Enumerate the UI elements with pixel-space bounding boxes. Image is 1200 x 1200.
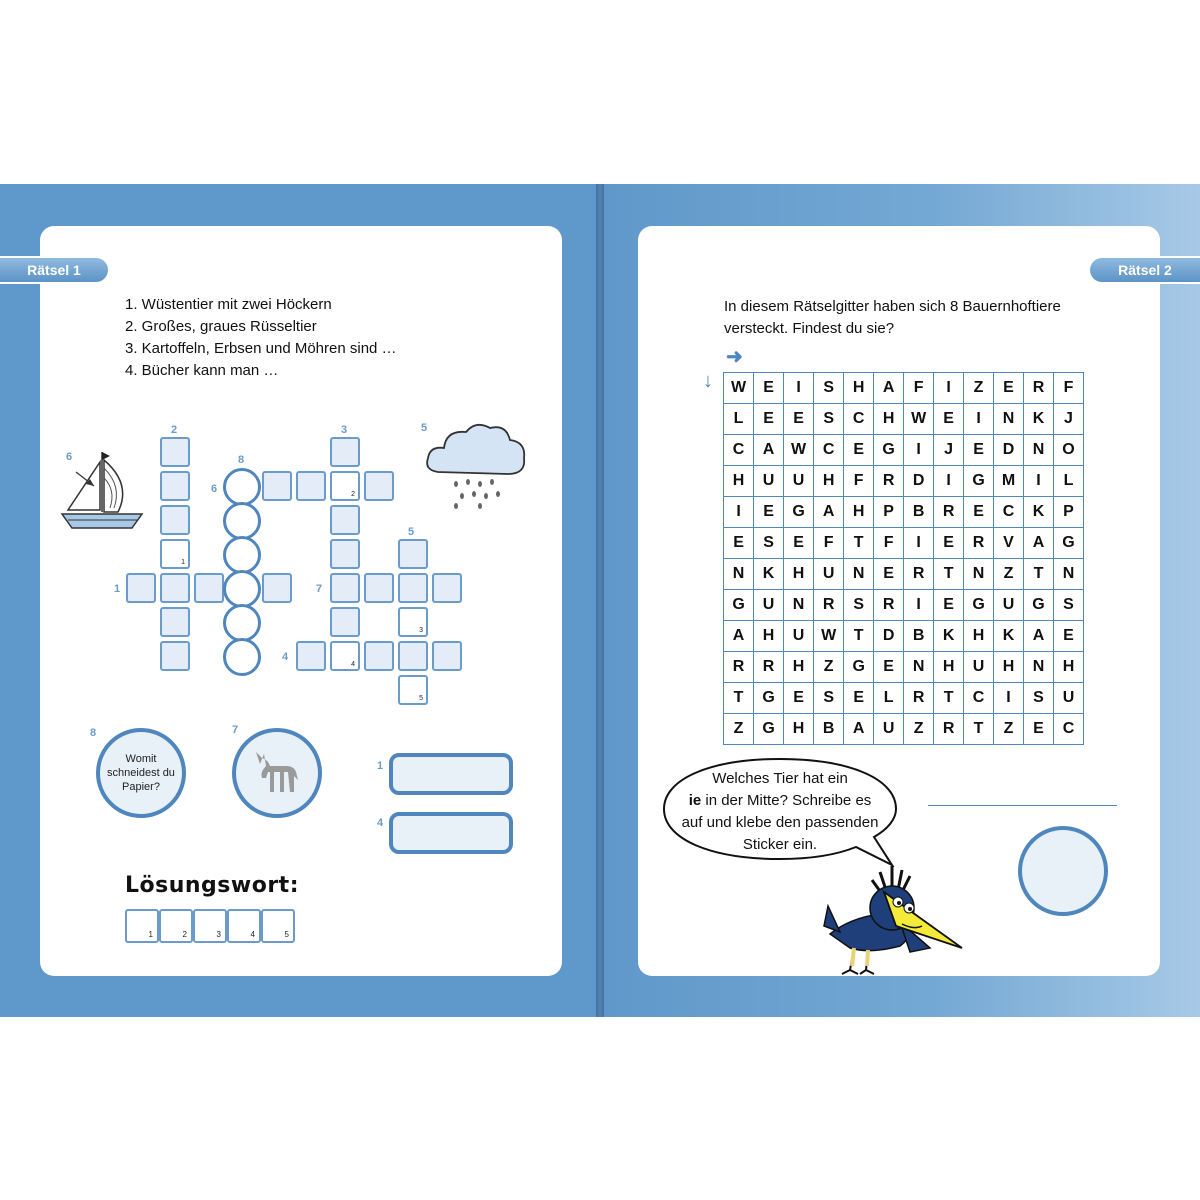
grid-row [724,528,1084,559]
crossword-cell[interactable] [432,573,462,603]
grid-letter[interactable]: H [1053,652,1083,683]
crossword-cell[interactable] [160,505,190,535]
grid-letter[interactable]: T [964,714,994,745]
crossword-cell[interactable] [364,641,394,671]
answer-box-1[interactable] [389,753,513,795]
grid-row [724,621,1084,652]
crossword-cell[interactable] [160,573,190,603]
solution-index: 5 [419,695,423,702]
grid-letter[interactable]: H [784,652,814,683]
grid-letter[interactable]: H [874,404,904,435]
puzzle-2-intro: In diesem Rätselgitter haben sich 8 Bauernhoftiere versteckt. Findest du sie? [724,298,1061,337]
sticker-circle[interactable] [1018,826,1108,916]
solution-slot[interactable] [159,909,193,943]
crossword-cell[interactable] [398,573,428,603]
grid-letter[interactable]: E [754,404,784,435]
grid-letter[interactable]: E [754,497,784,528]
circle-cell[interactable] [223,468,261,506]
grid-letter[interactable]: U [754,590,784,621]
grid-letter[interactable]: I [724,497,754,528]
grid-row [724,683,1084,714]
grid-letter[interactable]: G [874,435,904,466]
grid-row [724,590,1084,621]
crossword-number-8: 8 [238,454,245,466]
grid-letter[interactable]: E [874,652,904,683]
answer-4-number: 4 [377,817,384,829]
solution-word-title: Lösungswort: [125,873,299,898]
crossword-cell[interactable] [330,539,360,569]
crossword-cell[interactable] [160,539,190,569]
grid-letter[interactable]: A [844,714,874,745]
grid-letter[interactable]: I [934,373,964,404]
grid-letter[interactable]: I [1024,466,1054,497]
grid-letter[interactable]: S [844,590,874,621]
crossword-number-7: 7 [316,583,323,595]
grid-letter[interactable]: K [994,621,1024,652]
solution-index: 4 [351,661,355,668]
grid-letter[interactable]: U [964,652,994,683]
grid-letter[interactable]: S [1024,683,1054,714]
grid-letter[interactable]: G [754,683,784,714]
grid-letter[interactable]: S [814,683,844,714]
grid-letter[interactable]: S [814,404,844,435]
crow-illustration [810,862,970,982]
crossword-number-5: 5 [408,526,415,538]
left-content-card [40,226,562,976]
grid-letter[interactable]: M [994,466,1024,497]
crossword-cell[interactable] [160,471,190,501]
grid-letter[interactable]: T [724,683,754,714]
grid-letter[interactable]: E [964,497,994,528]
grid-letter[interactable]: E [1024,714,1054,745]
grid-letter[interactable]: G [964,590,994,621]
speech-line-2 [670,790,890,812]
crossword-cell[interactable] [330,505,360,535]
grid-letter[interactable]: N [724,559,754,590]
answer-write-line[interactable] [928,805,1117,806]
grid-letter[interactable]: T [1024,559,1054,590]
crossword-cell[interactable] [330,471,360,501]
grid-letter[interactable]: Z [814,652,844,683]
grid-letter[interactable]: E [964,435,994,466]
solution-slot[interactable] [261,909,295,943]
grid-letter[interactable]: I [904,435,934,466]
grid-letter[interactable]: I [994,683,1024,714]
crossword-number-4: 4 [282,651,289,663]
grid-letter[interactable]: N [784,590,814,621]
clue-3: 3. Kartoffeln, Erbsen und Möhren sind … [125,340,397,357]
grid-letter[interactable]: S [814,373,844,404]
arrow-right-icon: ➜ [726,346,743,368]
crossword-cell[interactable] [398,675,428,705]
grid-letter[interactable]: E [934,528,964,559]
grid-letter[interactable]: S [1053,590,1083,621]
grid-letter[interactable]: A [724,621,754,652]
grid-letter[interactable]: I [784,373,814,404]
grid-letter[interactable]: H [724,466,754,497]
grid-letter[interactable]: E [724,528,754,559]
crossword-cell[interactable] [160,641,190,671]
grid-letter[interactable]: C [1053,714,1083,745]
crossword-number-6: 6 [66,451,73,463]
crossword-cell[interactable] [330,641,360,671]
grid-letter[interactable]: R [934,714,964,745]
grid-letter[interactable]: R [904,683,934,714]
grid-letter[interactable]: H [784,714,814,745]
grid-letter[interactable]: J [934,435,964,466]
crossword-cell[interactable] [296,641,326,671]
circle-cell[interactable] [223,604,261,642]
rain-cloud-icon [422,418,532,510]
speech-line-4: Sticker ein. [742,836,818,853]
question-7-number: 7 [232,724,239,736]
grid-letter[interactable]: A [874,373,904,404]
grid-letter[interactable]: E [1053,621,1083,652]
solution-slot-number: 3 [216,930,221,939]
grid-letter[interactable]: K [934,621,964,652]
grid-letter[interactable]: G [754,714,784,745]
solution-slot-number: 2 [182,930,187,939]
grid-letter[interactable]: Z [964,373,994,404]
grid-letter[interactable]: R [1024,373,1054,404]
crossword-cell[interactable] [194,573,224,603]
grid-letter[interactable]: T [844,621,874,652]
solution-index: 3 [419,627,423,634]
crossword-cell[interactable] [160,437,190,467]
speech-line-3: auf und klebe den passenden [681,814,879,831]
grid-letter[interactable]: E [934,590,964,621]
speech-line-2-rest: in der Mitte? Schreibe es [701,792,872,809]
grid-row [724,404,1084,435]
grid-letter[interactable]: R [904,559,934,590]
grid-letter[interactable]: N [964,559,994,590]
arrow-down-icon: ↓ [703,370,713,392]
grid-letter[interactable]: O [1053,435,1083,466]
grid-letter[interactable]: J [1053,404,1083,435]
question-8-text: Womit schneidest du Papier? [107,753,175,793]
grid-letter[interactable]: N [844,559,874,590]
grid-letter[interactable]: H [994,652,1024,683]
grid-letter[interactable]: H [754,621,784,652]
grid-letter[interactable]: W [784,435,814,466]
grid-letter[interactable]: N [1024,435,1054,466]
grid-row [724,559,1084,590]
grid-letter[interactable]: T [934,559,964,590]
grid-letter[interactable]: U [994,590,1024,621]
solution-slot-number: 1 [148,930,153,939]
grid-letter[interactable]: G [844,652,874,683]
grid-letter[interactable]: U [754,466,784,497]
crossword-cell[interactable] [330,607,360,637]
grid-letter[interactable]: E [844,683,874,714]
puzzle-2-tab: Rätsel 2 [1090,258,1200,282]
crossword-cell[interactable] [364,573,394,603]
solution-slot[interactable] [193,909,227,943]
grid-letter[interactable]: Z [724,714,754,745]
crossword-cell[interactable] [330,573,360,603]
grid-row [724,714,1084,745]
grid-letter[interactable]: I [964,404,994,435]
grid-letter[interactable]: E [994,373,1024,404]
crossword-cell[interactable] [160,607,190,637]
crossword-number-2: 2 [171,424,178,436]
grid-letter[interactable]: F [874,528,904,559]
grid-letter[interactable]: B [904,621,934,652]
speech-bubble-text [670,768,890,856]
solution-index: 1 [181,559,185,566]
grid-letter[interactable]: H [934,652,964,683]
answer-1-number: 1 [377,760,384,772]
grid-letter[interactable]: C [844,404,874,435]
grid-letter[interactable]: F [844,466,874,497]
grid-letter[interactable]: Z [994,714,1024,745]
grid-row [724,373,1084,404]
solution-slot[interactable] [125,909,159,943]
grid-letter[interactable]: I [934,466,964,497]
grid-letter[interactable]: G [724,590,754,621]
grid-letter[interactable]: B [814,714,844,745]
sailboat-icon [54,448,146,538]
crossword-number-6: 6 [211,483,218,495]
grid-letter[interactable]: D [904,466,934,497]
grid-letter[interactable]: A [754,435,784,466]
grid-letter[interactable]: G [964,466,994,497]
circle-cell[interactable] [223,536,261,574]
grid-letter[interactable]: R [874,466,904,497]
grid-letter[interactable]: S [754,528,784,559]
circle-cell[interactable] [223,638,261,676]
grid-letter[interactable]: H [964,621,994,652]
crossword-number-3: 3 [341,424,348,436]
grid-letter[interactable]: U [814,559,844,590]
puzzle-1-tab: Rätsel 1 [0,258,108,282]
grid-letter[interactable]: P [1053,497,1083,528]
grid-letter[interactable]: I [904,528,934,559]
clue-4: 4. Bücher kann man … [125,362,279,379]
grid-letter[interactable]: E [844,435,874,466]
grid-letter[interactable]: K [1024,497,1054,528]
solution-slot-number: 4 [250,930,255,939]
crossword-cell[interactable] [262,573,292,603]
grid-letter[interactable]: C [994,497,1024,528]
grid-letter[interactable]: E [934,404,964,435]
grid-letter[interactable]: W [724,373,754,404]
solution-slot[interactable] [227,909,261,943]
grid-letter[interactable]: F [814,528,844,559]
grid-letter[interactable]: H [814,466,844,497]
grid-letter[interactable]: K [1024,404,1054,435]
grid-row [724,435,1084,466]
crossword-number-5: 5 [421,422,428,434]
grid-letter[interactable]: R [964,528,994,559]
grid-letter[interactable]: U [1053,683,1083,714]
grid-letter[interactable]: Z [904,714,934,745]
donkey-icon [250,746,304,800]
grid-letter[interactable]: A [1024,528,1054,559]
grid-letter[interactable]: R [814,590,844,621]
grid-letter[interactable]: R [874,590,904,621]
crossword-cell[interactable] [398,641,428,671]
grid-letter[interactable]: C [724,435,754,466]
solution-index: 2 [351,491,355,498]
grid-letter[interactable]: L [874,683,904,714]
grid-letter[interactable]: G [1024,590,1054,621]
grid-letter[interactable]: A [814,497,844,528]
clue-2: 2. Großes, graues Rüsseltier [125,318,317,335]
crossword-cell[interactable] [330,437,360,467]
grid-letter[interactable]: U [784,466,814,497]
grid-letter[interactable]: H [844,497,874,528]
grid-letter[interactable]: P [874,497,904,528]
grid-letter[interactable]: U [874,714,904,745]
grid-letter[interactable]: R [934,497,964,528]
grid-letter[interactable]: D [994,435,1024,466]
grid-letter[interactable]: C [964,683,994,714]
answer-box-4[interactable] [389,812,513,854]
grid-letter[interactable]: Z [994,559,1024,590]
crossword-cell[interactable] [398,539,428,569]
circle-cell[interactable] [223,502,261,540]
crossword-cell[interactable] [398,607,428,637]
grid-letter[interactable]: U [784,621,814,652]
grid-letter[interactable]: E [754,373,784,404]
grid-letter[interactable]: N [1024,652,1054,683]
grid-letter[interactable]: F [904,373,934,404]
grid-letter[interactable]: H [784,559,814,590]
crossword-cell[interactable] [262,471,292,501]
solution-slot-number: 5 [284,930,289,939]
grid-letter[interactable]: V [994,528,1024,559]
grid-letter[interactable]: L [724,404,754,435]
grid-row [724,497,1084,528]
grid-letter[interactable]: A [1024,621,1054,652]
grid-letter[interactable]: G [1053,528,1083,559]
grid-letter[interactable]: E [784,683,814,714]
question-8-number: 8 [90,727,97,739]
grid-row [724,652,1084,683]
circle-cell[interactable] [223,570,261,608]
grid-letter[interactable]: W [814,621,844,652]
grid-letter[interactable]: W [904,404,934,435]
grid-letter[interactable]: E [874,559,904,590]
grid-letter[interactable]: C [814,435,844,466]
grid-row [724,466,1084,497]
book-spine [596,184,604,1017]
grid-letter[interactable]: K [754,559,784,590]
grid-letter[interactable]: I [904,590,934,621]
grid-letter[interactable]: N [904,652,934,683]
grid-letter[interactable]: T [844,528,874,559]
crossword-cell[interactable] [126,573,156,603]
speech-bold-ie: ie [688,792,702,809]
grid-letter[interactable]: L [1053,466,1083,497]
grid-letter[interactable]: E [784,404,814,435]
crossword-cell[interactable] [296,471,326,501]
grid-letter[interactable]: N [1053,559,1083,590]
grid-letter[interactable]: B [904,497,934,528]
grid-letter[interactable]: G [784,497,814,528]
grid-letter[interactable]: N [994,404,1024,435]
grid-letter[interactable]: R [754,652,784,683]
grid-letter[interactable]: T [934,683,964,714]
speech-line-1: Welches Tier hat ein [712,770,848,787]
word-search-grid [723,372,1084,745]
clue-1: 1. Wüstentier mit zwei Höckern [125,296,332,313]
grid-letter[interactable]: E [784,528,814,559]
grid-letter[interactable]: R [724,652,754,683]
grid-letter[interactable]: H [844,373,874,404]
grid-letter[interactable]: F [1053,373,1083,404]
crossword-cell[interactable] [432,641,462,671]
crossword-number-1: 1 [114,583,121,595]
grid-letter[interactable]: D [874,621,904,652]
crossword-cell[interactable] [364,471,394,501]
